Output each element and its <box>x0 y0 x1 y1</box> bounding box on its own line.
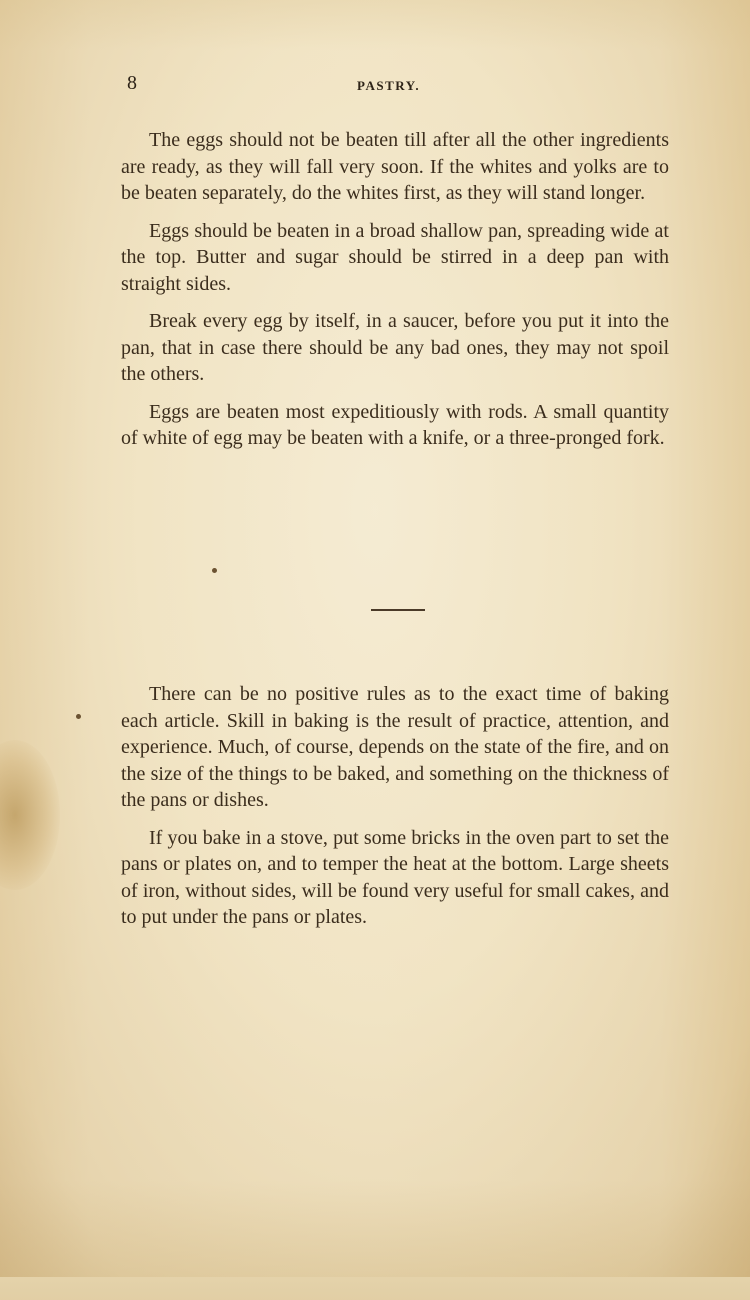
page-number: 8 <box>127 72 137 94</box>
paragraph: Break every egg by itself, in a saucer, before you put it into the pan, that in case there should be any bad ones, they may not spoil the others. <box>121 310 669 385</box>
text-block-baking <box>121 681 669 942</box>
paragraph: The eggs should not be beaten till after all the other ingredients are ready, as they will fall very soon. If the whites and yolks are to be beaten separately, do the whites first, as they will stand longer. <box>121 129 669 204</box>
paper-stain-left <box>0 740 60 890</box>
paragraph: Eggs are beaten most expeditiously with rods. A small quantity of white of egg may be beaten with a knife, or a three-pronged fork. <box>121 400 669 449</box>
paragraph: There can be no positive rules as to the exact time of baking each article. Skill in baking is the result of practice, attention, and experience. Much, of course, depends on the state of the fire, and on the size of the things to be baked, and something on the thickness of the pans or dishes. <box>121 683 669 811</box>
running-head <box>127 72 667 102</box>
paper-discoloration-top <box>0 0 750 50</box>
paragraph: Eggs should be beaten in a broad shallow pan, spreading wide at the top. Butter and sugar should be stirred in a deep pan with straight sides. <box>121 219 669 295</box>
section-title: PASTRY. <box>357 78 421 93</box>
paragraph: If you bake in a stove, put some bricks in the oven part to set the pans or plates on, and to temper the heat at the bottom. Large sheets of iron, without sides, will be found very useful for small cakes, and to put under the pans or plates. <box>121 826 669 928</box>
section-divider-rule <box>371 609 425 611</box>
text-block-eggs <box>121 127 669 463</box>
ink-fleck <box>212 568 217 573</box>
paper-discoloration-bottom <box>0 1180 750 1300</box>
ink-fleck <box>76 714 81 719</box>
